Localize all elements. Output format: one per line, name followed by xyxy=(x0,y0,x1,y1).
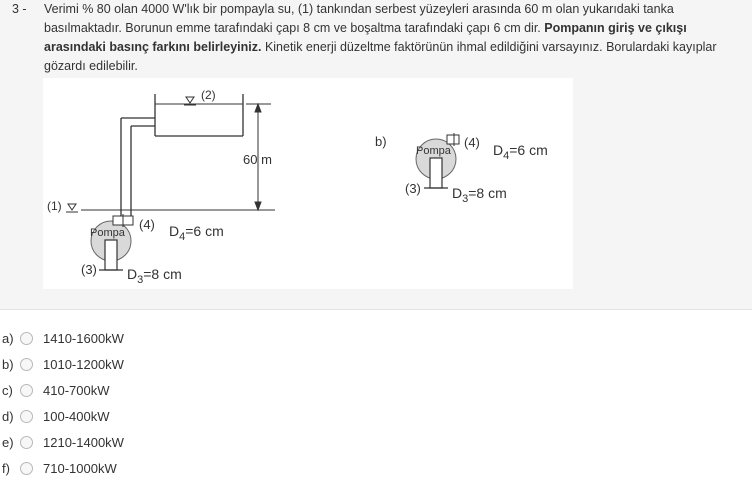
label-3-a: (3) xyxy=(81,262,97,277)
question-text-part2: Kinetik enerji düzeltme faktörünün ihmal edildiğini varsayınız. Borulardaki kayıplar gözardı edilebilir. xyxy=(44,40,717,73)
option-d[interactable] xyxy=(2,406,109,426)
option-label[interactable]: 710-1000kW xyxy=(43,460,117,476)
label-tank-1: (1) xyxy=(47,199,62,213)
option-f[interactable] xyxy=(2,458,117,478)
pump-diagram xyxy=(43,78,573,289)
pump-b xyxy=(416,133,459,188)
question-text-part1: Verimi % 80 olan 4000 W'lık bir pompayla su, (1) tankından serbest yüzeyleri arasında 60 m olan yukarıdaki tanka basılmaktadır. Borunun emme tarafındaki çapı 8 cm ve boşaltma tarafındaki çapı 6 cm dir. xyxy=(44,2,674,35)
d3-label-a: $D_3=8$ cm xyxy=(127,266,182,286)
option-letter: e) xyxy=(2,434,14,450)
part-b-label: b) xyxy=(375,134,387,149)
option-label[interactable]: 1210-1400kW xyxy=(43,434,124,450)
radio-button[interactable] xyxy=(20,358,33,371)
option-letter: f) xyxy=(2,460,10,476)
radio-button[interactable] xyxy=(20,410,33,423)
water-surface-1-icon xyxy=(66,204,78,212)
upper-tank xyxy=(155,94,243,136)
d4-label-b: $D_4=6$ cm xyxy=(493,142,548,162)
d4-label-a: $D_4=6$ cm xyxy=(169,223,224,243)
pump-figure xyxy=(43,78,573,289)
height-label: 60 m xyxy=(243,152,272,167)
option-letter: a) xyxy=(2,330,14,346)
radio-button[interactable] xyxy=(20,384,33,397)
option-letter: d) xyxy=(2,408,14,424)
pump-label-a: Pompa xyxy=(90,227,125,239)
option-label[interactable]: 1410-1600kW xyxy=(43,330,124,346)
radio-button[interactable] xyxy=(20,462,33,475)
pump-a xyxy=(91,214,133,270)
question-number: 3 - xyxy=(12,2,27,16)
pump-label-b: Pompa xyxy=(416,145,451,157)
option-letter: b) xyxy=(2,356,14,372)
label-tank-2: (2) xyxy=(201,88,216,102)
option-label[interactable]: 100-400kW xyxy=(43,408,110,424)
option-letter: c) xyxy=(2,382,13,398)
radio-button[interactable] xyxy=(20,332,33,345)
label-3-b: (3) xyxy=(405,181,421,196)
d3-label-b: $D_3=8$ cm xyxy=(452,185,507,205)
label-4-b: (4) xyxy=(464,135,480,150)
question-text-bold: Pompanın giriş ve çıkışı arasındaki basınç farkını belirleyiniz. xyxy=(44,21,687,54)
label-4-a: (4) xyxy=(139,217,155,232)
option-label[interactable]: 1010-1200kW xyxy=(43,356,124,372)
question-text xyxy=(44,0,744,76)
discharge-pipe xyxy=(121,118,155,223)
option-e[interactable] xyxy=(2,432,124,452)
option-label[interactable]: 410-700kW xyxy=(43,382,110,398)
option-b[interactable] xyxy=(2,354,124,374)
option-a[interactable] xyxy=(2,328,124,348)
option-c[interactable] xyxy=(2,380,109,400)
radio-button[interactable] xyxy=(20,436,33,449)
